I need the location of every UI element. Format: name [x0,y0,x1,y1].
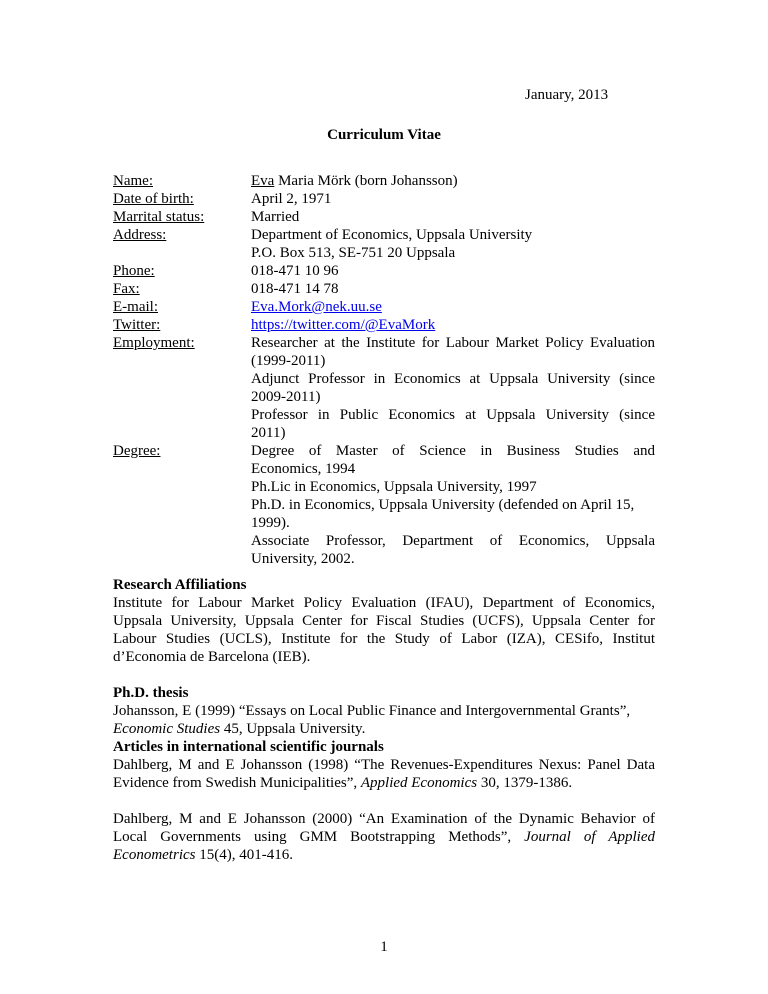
article-1-journal: Applied Economics [360,775,478,791]
address-label: Address: [113,227,167,243]
degree-line: Economics, 1994 [251,461,356,477]
dob-label: Date of birth: [113,191,194,207]
article-2-line-3: Econometrics 15(4), 401-416. [113,847,293,863]
degree-line: Ph.D. in Economics, Uppsala University (defended on April 15, [251,497,635,513]
employment-line: (1999-2011) [251,353,326,369]
email-label: E-mail: [113,299,158,315]
affiliations-line: Uppsala University, Uppsala Center for Fiscal Studies (UCFS), Uppsala Center for [113,613,655,629]
affiliations-heading: Research Affiliations [113,577,247,593]
affiliations-line: Labour Studies (UCLS), Institute for the Study of Labor (IZA), CESifo, Institut [113,631,655,647]
document-date: January, 2013 [525,87,609,103]
employment-line: 2011) [251,425,286,441]
dob-value: April 2, 1971 [251,191,332,207]
degree-label: Degree: [113,443,161,459]
employment-line: Adjunct Professor in Economics at Uppsala University (since [251,371,655,387]
employment-line: 2009-2011) [251,389,321,405]
employment-line: Professor in Public Economics at Uppsala University (since [251,407,655,423]
articles-section [113,738,655,864]
affiliations-line: d’Economia de Barcelona (IEB). [113,649,311,665]
first-name: Eva [251,173,275,189]
article-1-line-2: Evidence from Swedish Municipalities”, Applied Economics 30, 1379-1386. [113,775,573,791]
degree-line: Degree of Master of Science in Business Studies and [251,443,655,459]
address-line-2: P.O. Box 513, SE-751 20 Uppsala [251,245,456,261]
phone-value: 018-471 10 96 [251,263,339,279]
marital-value: Married [251,209,300,225]
degree-line: Associate Professor, Department of Economics, Uppsala [251,533,655,549]
thesis-heading: Ph.D. thesis [113,685,189,701]
article-2-line-1: Dahlberg, M and E Johansson (2000) “An Examination of the Dynamic Behavior of [113,811,655,827]
name-value [251,172,655,190]
degree-line: University, 2002. [251,551,355,567]
page-number: 1 [380,939,388,955]
twitter-link[interactable]: https://twitter.com/@EvaMork [251,317,436,333]
address-line-1: Department of Economics, Uppsala University [251,227,533,243]
name-rest: Maria Mörk (born Johansson) [274,173,458,189]
personal-values [251,172,655,568]
article-1-line-1: Dahlberg, M and E Johansson (1998) “The Revenues-Expenditures Nexus: Panel Data [113,757,655,773]
marital-label: Marrital status: [113,209,205,225]
fax-value: 018-471 14 78 [251,281,339,297]
affiliations-section [113,576,655,666]
thesis-journal: Economic Studies [113,721,221,737]
thesis-section [113,684,655,738]
degree-line: Ph.Lic in Economics, Uppsala University, 1997 [251,479,537,495]
articles-heading: Articles in international scientific journals [113,739,384,755]
article-2-line-2: Local Governments using GMM Bootstrapping Methods”, Journal of Applied [113,829,655,845]
twitter-label: Twitter: [113,317,161,333]
email-link[interactable]: Eva.Mork@nek.uu.se [251,299,382,315]
article-2-journal: Journal of Applied [524,829,655,845]
name-label: Name: [113,173,153,189]
page-title: Curriculum Vitae [327,127,441,143]
phone-label: Phone: [113,263,155,279]
thesis-line-1: Johansson, E (1999) “Essays on Local Public Finance and Intergovernmental Grants”, [113,703,631,719]
personal-labels [113,172,243,460]
thesis-line-2: Economic Studies 45, Uppsala University. [113,721,366,737]
employment-label: Employment: [113,335,195,351]
degree-line: 1999). [251,515,290,531]
employment-line: Researcher at the Institute for Labour Market Policy Evaluation [251,335,655,351]
fax-label: Fax: [113,281,140,297]
affiliations-line: Institute for Labour Market Policy Evaluation (IFAU), Department of Economics, [113,595,655,611]
